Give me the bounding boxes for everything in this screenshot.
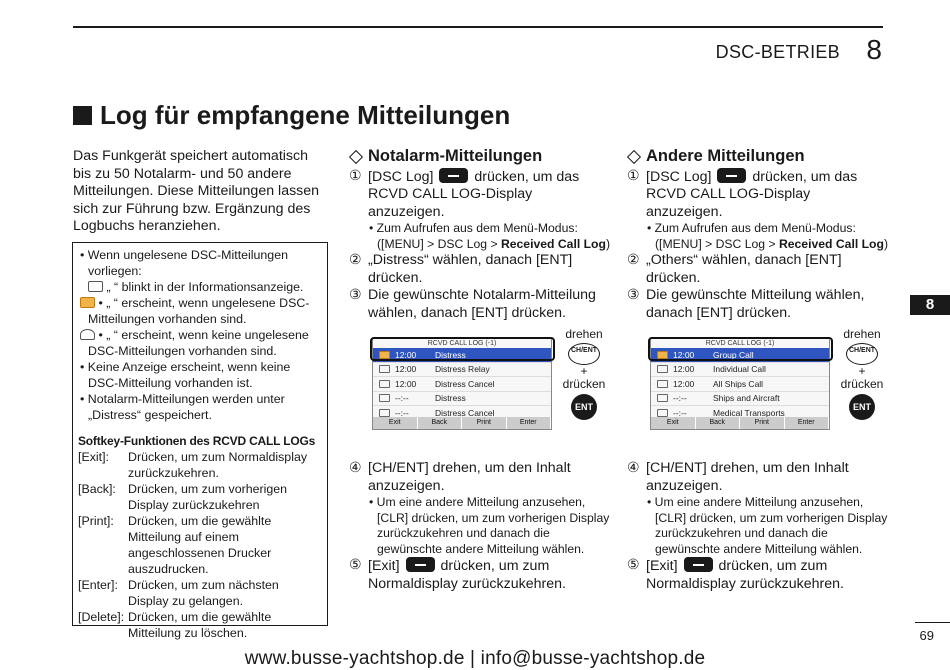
softkey-key: [Print]:: [78, 514, 114, 528]
note-sub: [78, 279, 322, 295]
step-5: [627, 557, 889, 593]
lcd-softkey-bar: [651, 417, 829, 429]
step-number: ①: [627, 167, 640, 184]
note-text: • Zum Aufrufen aus dem Menü-Modus:: [647, 221, 856, 235]
lcd-softkey: Print: [740, 417, 785, 429]
lcd-row-label: Individual Call: [713, 364, 766, 374]
step-key-label: [DSC Log]: [646, 168, 712, 185]
note-box: [72, 242, 328, 640]
softkey-row: [78, 577, 322, 609]
softkey-row: [78, 513, 322, 577]
lcd-title: RCVD CALL LOG (-1): [427, 340, 497, 347]
note-bullet-text: • „ “ erscheint, wenn keine ungelesene DSC-Mitteilungen vorhanden sind.: [88, 328, 309, 358]
softkey-key: [Back]:: [78, 482, 116, 496]
menu-path: ([MENU] > DSC Log >: [655, 236, 779, 251]
lcd-row-time: --:--: [673, 407, 687, 418]
lcd-row: [651, 363, 829, 378]
lcd-row-time: 12:00: [673, 349, 695, 360]
note-bullet: • Wenn ungelesene DSC-Mitteilungen vorliegen:: [80, 248, 288, 278]
lcd-row: [373, 377, 551, 392]
note-text: • Zum Aufrufen aus dem Menü-Modus:: [369, 221, 578, 235]
step-number: ⑤: [627, 557, 640, 573]
lcd-softkey-bar: [373, 417, 551, 429]
lcd-row-label: Distress: [435, 349, 466, 360]
top-rule: [73, 26, 883, 28]
lcd-softkey: Exit: [373, 417, 418, 429]
lcd-row-label: Distress Cancel: [435, 407, 495, 418]
lcd-row: [373, 363, 551, 378]
step-note: [627, 221, 889, 252]
step-text-part: drücken, um zum Normaldisplay zurückzukehren.: [646, 558, 844, 592]
others-heading: [627, 148, 889, 166]
lcd-softkey: Exit: [651, 417, 696, 429]
dial-plus: +: [580, 364, 588, 378]
step-text: „Others“ wählen, danach [ENT] drücken.: [646, 252, 842, 286]
step-number: ③: [627, 287, 640, 303]
diamond-icon: [349, 150, 363, 164]
lcd-row-time: --:--: [395, 407, 409, 418]
note-sub-text: „ “ blinkt in der Informationsanzeige.: [106, 280, 304, 294]
step-number: ③: [349, 287, 362, 303]
softkey-desc: Drücken, um zum Normaldisplay zurückzukehren.: [128, 450, 308, 480]
ch-ent-dial-icon: CH/ENT: [568, 343, 600, 365]
radio-screen-illustration: [349, 328, 611, 456]
menu-path-target: Received Call Log: [778, 236, 884, 251]
selection-highlight-frame: [648, 337, 833, 361]
blinking-envelope-icon: [88, 281, 103, 292]
ent-button-icon: ENT: [849, 394, 875, 420]
lcd-row-time: 12:00: [673, 378, 695, 389]
lcd-softkey: Enter: [785, 417, 830, 429]
step-1: [349, 168, 611, 222]
step-text: [646, 557, 889, 593]
lcd-row-time: --:--: [673, 393, 687, 403]
step-note: • Um eine andere Mitteilung anzusehen, [CLR] drücken, um zum vorherigen Display zurückzukehren und danach die gewünschte andere Mitteilung wählen.: [369, 495, 610, 556]
black-square-icon: [73, 106, 92, 125]
softkey-row: [78, 609, 322, 641]
lcd-row: [651, 377, 829, 392]
step-text: Die gewünschte Mitteilung wählen, danach [ENT] drücken.: [646, 287, 865, 321]
softkey-row: [78, 449, 322, 481]
step-3: [349, 287, 611, 322]
lcd-row-label: Ships and Aircraft: [713, 393, 780, 403]
softkey-desc: Drücken, um zum nächsten Display zu gelangen.: [128, 578, 279, 608]
step-2: [349, 252, 611, 287]
envelope-icon: [657, 365, 668, 373]
section-title-text: Log für empfangene Mitteilungen: [100, 100, 511, 130]
exit-key-icon: [406, 557, 435, 572]
note-bullet: [78, 327, 322, 359]
dial-instructions: [837, 328, 887, 420]
step-2: [627, 252, 889, 287]
lcd-title: RCVD CALL LOG (-1): [705, 340, 775, 347]
envelope-icon: [379, 394, 390, 402]
step-note: • Um eine andere Mitteilung anzusehen, [CLR] drücken, um zum vorherigen Display zurückzukehren und danach die gewünschte andere Mitteilung wählen.: [647, 495, 888, 556]
lcd-row-label: Distress: [435, 393, 466, 403]
page-number-rule: [915, 622, 950, 623]
lcd-softkey: Back: [418, 417, 463, 429]
envelope-icon: [657, 409, 668, 417]
lcd-softkey: Back: [696, 417, 741, 429]
step-text: Die gewünschte Notalarm-Mitteilung wählen, danach [ENT] drücken.: [368, 287, 596, 321]
section-title: [73, 100, 510, 131]
dial-press-label: drücken: [840, 377, 884, 391]
footer-watermark: www.busse-yachtshop.de | info@busse-yachtshop.de: [244, 648, 706, 669]
step-3: [627, 287, 889, 322]
note-bullet: • Keine Anzeige erscheint, wenn keine DSC-Mitteilung vorhanden ist.: [80, 360, 291, 390]
ch-ent-dial-icon: CH/ENT: [846, 343, 878, 365]
lcd-row: [651, 392, 829, 407]
softkey-list: [78, 449, 322, 641]
lcd-row-label: Distress Cancel: [435, 378, 495, 389]
lcd-row-time: 12:00: [673, 364, 695, 374]
step-4: [349, 460, 611, 495]
softkey-key: [Exit]:: [78, 450, 109, 464]
unread-envelope-icon: [80, 297, 95, 308]
distress-heading: [349, 148, 611, 166]
lcd-row-time: 12:00: [395, 378, 417, 389]
menu-path: ([MENU] > DSC Log >: [377, 236, 501, 251]
dial-turn-label: drehen: [843, 327, 881, 341]
lcd-row-label: Group Call: [713, 349, 754, 360]
distress-column: [349, 148, 611, 593]
dsc-log-key-icon: [439, 168, 468, 183]
step-number: ④: [627, 460, 640, 476]
softkey-row: [78, 481, 322, 513]
envelope-icon: [379, 365, 390, 373]
step-text: [646, 168, 889, 222]
dial-instructions: [559, 328, 609, 420]
step-1: [627, 168, 889, 222]
step-4: [627, 460, 889, 495]
step-number: ①: [349, 167, 362, 184]
step-key-label: [Exit]: [368, 558, 400, 574]
step-key-label: [DSC Log]: [368, 168, 434, 185]
softkey-desc: Drücken, um die gewählte Mitteilung zu löschen.: [128, 610, 272, 640]
step-5: [349, 557, 611, 593]
step-text-part: drücken, um das RCVD CALL LOG-Display anzuzeigen.: [368, 168, 580, 220]
lcd-row-time: 12:00: [395, 364, 417, 374]
intro-paragraph: Das Funkgerät speichert automatisch bis zu 50 Notalarm- und 50 andere Mitteilungen. Diese Mitteilungen lassen sich zur Führung bzw. Ergänzung des Logbuchs heranziehen.: [73, 148, 320, 234]
menu-path-end: ): [605, 236, 610, 251]
note-bullet-text: • „ “ erscheint, wenn ungelesene DSC-Mitteilungen vorhanden sind.: [88, 296, 310, 326]
envelope-icon: [379, 409, 390, 417]
lcd-row-time: --:--: [395, 393, 409, 403]
step-text: [CH/ENT] drehen, um den Inhalt anzuzeigen.: [368, 460, 571, 494]
step-text: [368, 557, 611, 593]
others-heading-text: Andere Mitteilungen: [646, 147, 805, 165]
softkey-desc: Drücken, um die gewählte Mitteilung auf einem angeschlossenen Drucker auszudrucken.: [128, 514, 272, 576]
others-column: [627, 148, 889, 593]
chapter-number: 8: [866, 34, 882, 65]
exit-key-icon: [684, 557, 713, 572]
selection-highlight-frame: [370, 337, 555, 361]
step-number: ④: [349, 460, 362, 476]
step-key-label: [Exit]: [646, 558, 678, 574]
page-number: 69: [919, 628, 934, 643]
step-text-part: drücken, um das RCVD CALL LOG-Display anzuzeigen.: [646, 168, 858, 220]
envelope-icon: [657, 394, 668, 402]
lcd-softkey: Enter: [507, 417, 552, 429]
lcd-softkey: Print: [462, 417, 507, 429]
lcd-row-label: All Ships Call: [713, 378, 764, 389]
softkey-key: [Enter]:: [78, 578, 118, 592]
step-number: ②: [349, 252, 362, 268]
step-text: [368, 168, 611, 222]
dial-press-label: drücken: [562, 377, 606, 391]
softkey-title: Softkey-Funktionen des RCVD CALL LOGs: [78, 434, 316, 448]
lcd-row-label: Distress Relay: [435, 364, 490, 374]
dial-turn-label: drehen: [565, 327, 603, 341]
menu-path-end: ): [883, 236, 888, 251]
note-bullet: • Notalarm-Mitteilungen werden unter „Distress“ gespeichert.: [80, 392, 285, 422]
step-number: ②: [627, 252, 640, 268]
step-text-part: drücken, um zum Normaldisplay zurückzukehren.: [368, 558, 566, 592]
lcd-row-label: Medical Transports: [713, 407, 785, 418]
note-bullet: [78, 295, 322, 327]
step-text: [CH/ENT] drehen, um den Inhalt anzuzeigen.: [646, 460, 849, 494]
envelope-icon: [657, 380, 668, 388]
chapter-side-tab: 8: [910, 295, 950, 315]
softkey-desc: Drücken, um zum vorherigen Display zurückzukehren: [128, 482, 288, 512]
radio-screen-illustration: [627, 328, 889, 456]
lcd-row-time: 12:00: [395, 349, 417, 360]
distress-heading-text: Notalarm-Mitteilungen: [368, 147, 543, 165]
envelope-icon: [379, 380, 390, 388]
ent-button-icon: ENT: [571, 394, 597, 420]
chapter-title: DSC-BETRIEB: [715, 42, 840, 62]
diamond-icon: [627, 150, 641, 164]
dsc-log-key-icon: [717, 168, 746, 183]
menu-path-target: Received Call Log: [500, 236, 606, 251]
read-envelope-icon: [80, 329, 95, 340]
step-note: [349, 221, 611, 252]
softkey-key: [Delete]:: [78, 610, 125, 624]
lcd-row: [373, 392, 551, 407]
step-number: ⑤: [349, 557, 362, 573]
step-text: „Distress“ wählen, danach [ENT] drücken.: [368, 252, 573, 286]
dial-plus: +: [858, 364, 866, 378]
